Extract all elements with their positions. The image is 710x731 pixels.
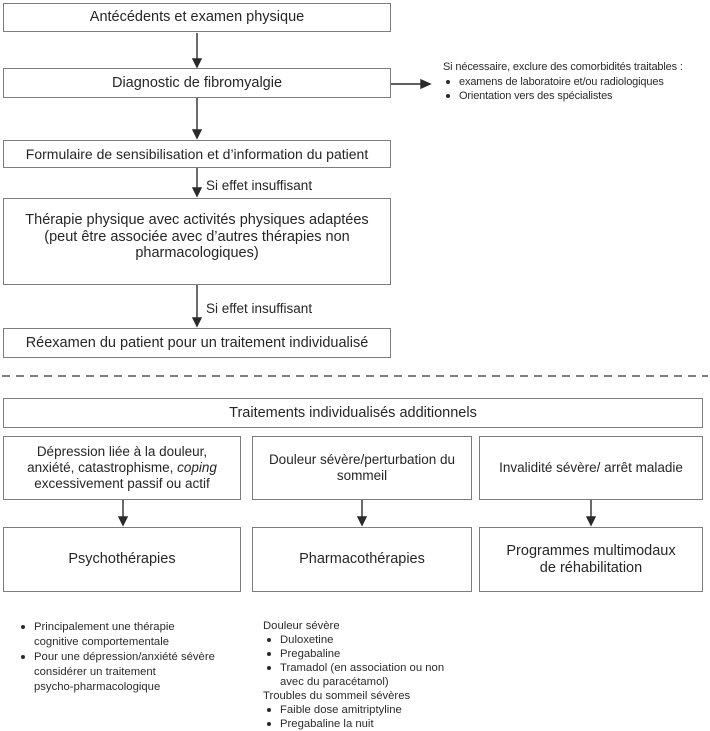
psychotherapy-notes xyxy=(18,620,248,695)
arrow-down-2-head xyxy=(193,130,201,138)
comorbidity-note xyxy=(443,60,683,104)
bullet-icon xyxy=(267,722,271,726)
arrow-down-1-head xyxy=(193,59,201,67)
arrow-down-3-head xyxy=(193,188,201,196)
box-antecedents-label: Antécédents et examen physique xyxy=(89,9,305,26)
arrow-down-4-head xyxy=(193,318,201,326)
box-formulaire-label: Formulaire de sensibilisation et d’information du patient xyxy=(25,145,369,162)
bullet-icon xyxy=(21,625,25,629)
box-invalidite xyxy=(479,436,703,500)
pharmacotherapy-notes xyxy=(263,619,498,731)
box-traitements-additionnels-label: Traitements individualisés additionnels xyxy=(229,404,477,421)
box-psychotherapies-label: Psychothérapies xyxy=(68,551,176,568)
box-pharmacotherapies xyxy=(252,527,472,592)
box-depression xyxy=(3,436,241,500)
comorbidity-note-item: examens de laboratoire et/ou radiologiques xyxy=(443,75,683,90)
box-programmes-multimodaux-label: Programmes multimodaux de réhabilitation xyxy=(506,542,676,576)
bullet-icon xyxy=(267,652,271,656)
box-diagnostic xyxy=(3,68,391,98)
pharmacotherapy-note-item: Pregabaline la nuit xyxy=(263,717,498,731)
box-douleur-severe xyxy=(252,436,472,500)
bullet-icon xyxy=(267,708,271,712)
box-traitements-additionnels xyxy=(3,398,703,428)
box-therapie-physique-label: Thérapie physique avec activités physiques adaptées (peut être associée avec d’autres thérapies non pharmacologiques) xyxy=(25,212,369,261)
box-programmes-multimodaux xyxy=(479,527,703,592)
pharmacotherapy-note-item: Tramadol (en association ou non avec du paracétamol) xyxy=(263,661,498,689)
psychotherapy-note-item: Principalement une thérapie cognitive comportementale xyxy=(18,620,248,650)
bullet-icon xyxy=(446,80,450,84)
pharmacotherapy-note-item: Faible dose amitriptyline xyxy=(263,703,498,717)
psychotherapy-note-item: Pour une dépression/anxiété sévère considérer un traitement psycho-pharmacologique xyxy=(18,650,248,695)
box-antecedents xyxy=(3,3,391,32)
label-si-effet-insuffisant-1: Si effet insuffisant xyxy=(206,178,313,193)
box-douleur-severe-label: Douleur sévère/perturbation du sommeil xyxy=(268,452,456,483)
box-invalidite-label: Invalidité sévère/ arrêt maladie xyxy=(499,460,683,475)
pharmacotherapy-note-item: Pregabaline xyxy=(263,647,498,661)
box-reexamen-label: Réexamen du patient pour un traitement individualisé xyxy=(25,334,369,351)
comorbidity-note-item: Orientation vers des spécialistes xyxy=(443,89,683,104)
box-diagnostic-label: Diagnostic de fibromyalgie xyxy=(111,74,283,91)
box-depression-label: Dépression liée à la douleur, anxiété, catastrophisme, coping excessivement passif ou actif xyxy=(27,444,217,491)
arrow-down-pharmacotherapies-head xyxy=(358,517,366,525)
bullet-icon xyxy=(267,666,271,670)
label-si-effet-insuffisant-2: Si effet insuffisant xyxy=(206,301,313,316)
pharmacotherapy-notes-header-douleur: Douleur sévère xyxy=(263,620,340,632)
box-pharmacotherapies-label: Pharmacothérapies xyxy=(299,551,425,568)
arrow-down-psychotherapies-head xyxy=(119,517,127,525)
bullet-icon xyxy=(21,655,25,659)
comorbidity-note-intro: Si nécessaire, exclure des comorbidités traitables : xyxy=(443,61,683,73)
pharmacotherapy-note-item: Duloxetine xyxy=(263,633,498,647)
box-reexamen xyxy=(3,328,391,358)
coping-italic-text: coping xyxy=(177,460,217,475)
box-psychotherapies xyxy=(3,527,241,592)
arrow-right-comorbidity-head xyxy=(421,80,430,88)
box-therapie-physique xyxy=(3,198,391,285)
bullet-icon xyxy=(267,638,271,642)
bullet-icon xyxy=(446,94,450,98)
arrow-down-programmes-head xyxy=(587,517,595,525)
box-formulaire xyxy=(3,140,391,168)
pharmacotherapy-notes-header-sommeil: Troubles du sommeil sévères xyxy=(263,690,411,702)
